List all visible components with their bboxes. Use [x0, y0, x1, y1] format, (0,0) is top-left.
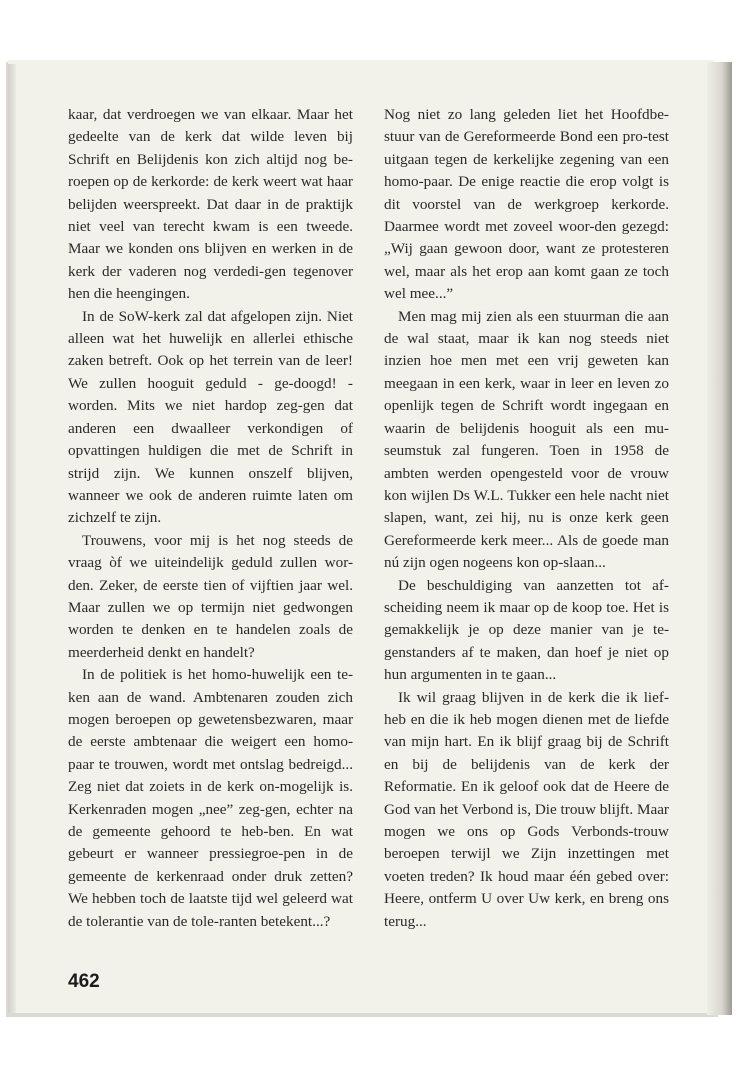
paragraph: Nog niet zo lang geleden liet het Hoofdbe-stuur van de Gereformeerde Bond een pro-test uitgaan tegen de kerkelijke zegening van een homo-paar. De enige reactie die erop volgt is dit voorstel van de werkgroep kerkorde. Daarmee wordt met zoveel woor-den gezegd: „Wij gaan gewoon door, want ze protesteren wel, maar als het erop aan komt gaan ze toch wel mee...”: [384, 106, 669, 303]
right-column: [384, 104, 669, 933]
page-edge-right: [707, 62, 732, 1015]
left-column: [68, 104, 353, 933]
paragraph: Trouwens, voor mij is het nog steeds de vraag òf we uiteindelijk geduld zullen wor-den. Zeker, de eerste tien of vijftien jaar wel. Maar zullen we op termijn niet gedwongen worden te denken en te handelen zoals de meerderheid denkt en handelt?: [68, 531, 353, 661]
paragraph: In de SoW-kerk zal dat afgelopen zijn. Niet alleen wat het huwelijk en allerlei ethische zaken betreft. Ook op het terrein van de leer! We zullen hooguit geduld - ge-doogd! - worden. Mits we niet hardop zeg-gen dat anderen een dwaalleer verkondigen of opvattingen huldigen die met de Schrift in strijd zijn. We kunnen onszelf blijven, wanneer we ook de anderen ruimte laten om zichzelf te zijn.: [68, 307, 353, 527]
paragraph: Ik wil graag blijven in de kerk die ik lief-heb en die ik heb mogen dienen met de liefde van mijn hart. En ik blijf graag bij de Schrift en bij de belijdenis van de kerk der Reformatie. En ik geloof ook dat de Heere de God van het Verbond is, Die trouw blijft. Maar mogen we ons op Gods Verbonds-trouw beroepen terwijl we Zijn inzettingen met voeten treden? Ik houd maar één gebed over: Heere, ontferm U over Uw kerk, en breng ons terug...: [384, 688, 669, 930]
paragraph: kaar, dat verdroegen we van elkaar. Maar het gedeelte van de kerk dat wilde leven bij Schrift en Belijdenis kon zich altijd nog be-roepen op de kerkorde: de kerk weert wat haar belijden weerspreekt. Dat daar in de praktijk niet veel van terecht kwam is een tweede. Maar we konden ons blijven en werken in de kerk der vaderen nog verdedi-gen tegenover hen die heengingen.: [68, 106, 353, 303]
paragraph: De beschuldiging van aanzetten tot af-scheiding neem ik maar op de koop toe. Het is gemakkelijk je op deze manier van je te-genstanders af te maken, dan hoef je niet op hun argumenten in te gaan...: [384, 576, 669, 684]
paragraph: Men mag mij zien als een stuurman die aan de wal staat, maar ik kan nog steeds niet inzien hoe men met een vrij geweten kan meegaan in een kerk, waar in leer en leven zo openlijk tegen de Schrift wordt ingegaan en waarin de belijdenis hooguit als een mu-seumstuk zal fungeren. Toen in 1958 de ambten werden opengesteld voor de vrouw kon wijlen Ds W.L. Tukker een hele nacht niet slapen, want, zei hij, nu is onze kerk geen Gereformeerde kerk meer... Als de goede man nú zijn ogen nogeens kon op-slaan...: [384, 307, 669, 572]
page-edge-left: [8, 64, 16, 1013]
page-number: 462: [68, 971, 100, 992]
paragraph: In de politiek is het homo-huwelijk een te-ken aan de wand. Ambtenaren zouden zich mogen beroepen op gewetensbezwaren, maar de eerste ambtenaar die weigert een homo-paar te trouwen, wordt met ontslag bedreigd... Zeg niet dat zoiets in de kerk on-mogelijk is. Kerkenraden mogen „nee” zeg-gen, echter na de gemeente gehoord te heb-ben. En wat gebeurt er wanneer pressiegroe-pen in de gemeente de kerkenraad onder druk zetten? We hebben toch de laatste tijd wel geleerd wat de tolerantie van de tole-ranten betekent...?: [68, 666, 353, 930]
